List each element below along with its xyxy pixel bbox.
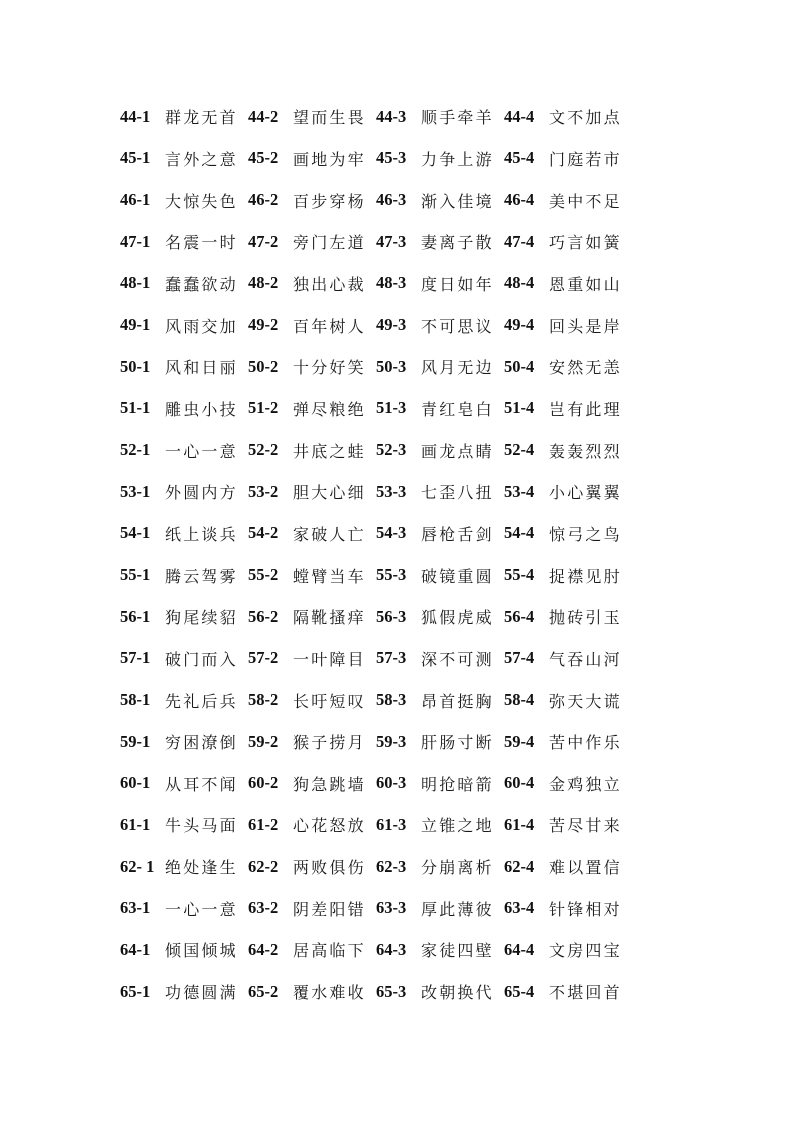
- entry-code: 61-2: [248, 814, 279, 834]
- entry-idiom: 腾云驾雾: [165, 566, 238, 586]
- entry-code: 45-2: [248, 148, 279, 168]
- entry-code: 50-1: [120, 356, 151, 376]
- entry-code: 46-1: [120, 190, 151, 210]
- idiom-entry: [248, 314, 376, 337]
- idiom-row: [120, 554, 640, 596]
- entry-code: 50-4: [504, 356, 535, 376]
- idiom-entry: [376, 689, 504, 712]
- entry-code: 63-2: [248, 898, 279, 918]
- idiom-entry: [248, 980, 376, 1003]
- idiom-entry: [120, 689, 248, 712]
- entry-code: 58-2: [248, 690, 279, 710]
- idiom-entry: [504, 730, 629, 753]
- idiom-entry: [504, 230, 629, 253]
- idiom-entry: [248, 522, 376, 545]
- entry-idiom: 苦中作乐: [549, 733, 622, 753]
- entry-code: 64-2: [248, 939, 279, 959]
- idiom-entry: [248, 355, 376, 378]
- entry-code: 50-3: [376, 356, 407, 376]
- entry-code: 62-2: [248, 856, 279, 876]
- entry-idiom: 针锋相对: [549, 899, 622, 919]
- entry-idiom: 阴差阳错: [293, 899, 366, 919]
- entry-idiom: 回头是岸: [549, 316, 622, 336]
- entry-code: 63-1: [120, 898, 151, 918]
- entry-code: 62-3: [376, 856, 407, 876]
- entry-idiom: 名震一时: [165, 233, 238, 253]
- entry-code: 59-2: [248, 731, 279, 751]
- idiom-entry: [504, 522, 629, 545]
- entry-idiom: 画龙点睛: [421, 441, 494, 461]
- entry-code: 57-1: [120, 648, 151, 668]
- entry-code: 63-4: [504, 898, 535, 918]
- entry-code: 48-2: [248, 273, 279, 293]
- idiom-entry: [504, 813, 629, 836]
- idiom-row: [120, 304, 640, 346]
- idiom-row: [120, 388, 640, 430]
- entry-code: 56-4: [504, 606, 535, 626]
- entry-idiom: 妻离子散: [421, 233, 494, 253]
- idiom-entry: [376, 314, 504, 337]
- entry-code: 55-1: [120, 565, 151, 585]
- idiom-entry: [376, 147, 504, 170]
- entry-idiom: 百年树人: [293, 316, 366, 336]
- entry-idiom: 难以置信: [549, 858, 622, 878]
- entry-idiom: 美中不足: [549, 191, 622, 211]
- idiom-entry: [376, 897, 504, 920]
- entry-code: 49-1: [120, 315, 151, 335]
- entry-idiom: 先礼后兵: [165, 691, 238, 711]
- idiom-row: [120, 887, 640, 929]
- entry-idiom: 猴子捞月: [293, 733, 366, 753]
- entry-code: 47-3: [376, 231, 407, 251]
- entry-idiom: 岂有此理: [549, 399, 622, 419]
- entry-idiom: 画地为牢: [293, 149, 366, 169]
- idiom-entry: [120, 397, 248, 420]
- entry-code: 53-3: [376, 481, 407, 501]
- idiom-entry: [120, 189, 248, 212]
- entry-code: 49-3: [376, 315, 407, 335]
- entry-code: 57-2: [248, 648, 279, 668]
- entry-idiom: 心花怒放: [293, 816, 366, 836]
- idiom-entry: [504, 439, 629, 462]
- idiom-entry: [376, 813, 504, 836]
- entry-idiom: 狐假虎威: [421, 608, 494, 628]
- idiom-entry: [504, 605, 629, 628]
- entry-code: 55-4: [504, 565, 535, 585]
- entry-idiom: 明抢暗箭: [421, 774, 494, 794]
- entry-idiom: 渐入佳境: [421, 191, 494, 211]
- entry-code: 52-1: [120, 440, 151, 460]
- idiom-entry: [504, 772, 629, 795]
- entry-code: 59-3: [376, 731, 407, 751]
- idiom-row: [120, 96, 640, 138]
- entry-idiom: 不堪回首: [549, 983, 622, 1003]
- entry-idiom: 肝肠寸断: [421, 733, 494, 753]
- entry-idiom: 弹尽粮绝: [293, 399, 366, 419]
- entry-idiom: 胆大心细: [293, 483, 366, 503]
- entry-code: 56-1: [120, 606, 151, 626]
- entry-code: 57-4: [504, 648, 535, 668]
- idiom-entry: [248, 272, 376, 295]
- entry-code: 60-2: [248, 773, 279, 793]
- entry-idiom: 巧言如簧: [549, 233, 622, 253]
- entry-idiom: 唇枪舌剑: [421, 524, 494, 544]
- entry-idiom: 长吁短叹: [293, 691, 366, 711]
- entry-code: 45-4: [504, 148, 535, 168]
- idiom-row: [120, 846, 640, 888]
- entry-idiom: 苦尽甘来: [549, 816, 622, 836]
- idiom-entry: [504, 938, 629, 961]
- entry-idiom: 门庭若市: [549, 149, 622, 169]
- entry-idiom: 风月无边: [421, 358, 494, 378]
- idiom-entry: [504, 980, 629, 1003]
- idiom-entry: [504, 189, 629, 212]
- idiom-entry: [248, 689, 376, 712]
- idiom-entry: [376, 647, 504, 670]
- entry-idiom: 厚此薄彼: [421, 899, 494, 919]
- entry-idiom: 文房四宝: [549, 941, 622, 961]
- idiom-entry: [504, 397, 629, 420]
- idiom-entry: [120, 314, 248, 337]
- idiom-row: [120, 221, 640, 263]
- entry-idiom: 恩重如山: [549, 274, 622, 294]
- entry-idiom: 力争上游: [421, 149, 494, 169]
- idiom-entry: [120, 439, 248, 462]
- entry-idiom: 十分好笑: [293, 358, 366, 378]
- entry-idiom: 大惊失色: [165, 191, 238, 211]
- idiom-entry: [248, 564, 376, 587]
- entry-idiom: 穷困潦倒: [165, 733, 238, 753]
- entry-idiom: 狗尾续貂: [165, 608, 238, 628]
- idiom-entry: [504, 897, 629, 920]
- entry-code: 55-2: [248, 565, 279, 585]
- entry-code: 60-3: [376, 773, 407, 793]
- entry-idiom: 惊弓之鸟: [549, 524, 622, 544]
- entry-code: 64-1: [120, 939, 151, 959]
- entry-idiom: 破门而入: [165, 649, 238, 669]
- entry-code: 49-2: [248, 315, 279, 335]
- idiom-entry: [504, 355, 629, 378]
- entry-code: 46-3: [376, 190, 407, 210]
- entry-idiom: 顺手牵羊: [421, 108, 494, 128]
- entry-code: 54-1: [120, 523, 151, 543]
- idiom-row: [120, 679, 640, 721]
- entry-code: 45-1: [120, 148, 151, 168]
- entry-code: 53-4: [504, 481, 535, 501]
- idiom-entry: [504, 564, 629, 587]
- entry-idiom: 一心一意: [165, 441, 238, 461]
- entry-code: 45-3: [376, 148, 407, 168]
- entry-idiom: 改朝换代: [421, 983, 494, 1003]
- idiom-entry: [248, 230, 376, 253]
- entry-code: 52-4: [504, 440, 535, 460]
- idiom-row: [120, 804, 640, 846]
- idiom-entry: [248, 480, 376, 503]
- entry-code: 51-4: [504, 398, 535, 418]
- entry-code: 49-4: [504, 315, 535, 335]
- entry-code: 65-3: [376, 981, 407, 1001]
- entry-idiom: 外圆内方: [165, 483, 238, 503]
- idiom-entry: [248, 397, 376, 420]
- idiom-row: [120, 138, 640, 180]
- entry-code: 53-1: [120, 481, 151, 501]
- entry-code: 52-2: [248, 440, 279, 460]
- entry-idiom: 群龙无首: [165, 108, 238, 128]
- entry-idiom: 分崩离析: [421, 858, 494, 878]
- entry-code: 58-1: [120, 690, 151, 710]
- idiom-entry: [376, 189, 504, 212]
- idiom-entry: [248, 730, 376, 753]
- idiom-entry: [120, 564, 248, 587]
- entry-idiom: 抛砖引玉: [549, 608, 622, 628]
- entry-idiom: 独出心裁: [293, 274, 366, 294]
- entry-idiom: 从耳不闻: [165, 774, 238, 794]
- entry-idiom: 气吞山河: [549, 649, 622, 669]
- entry-code: 60-1: [120, 773, 151, 793]
- entry-code: 47-1: [120, 231, 151, 251]
- entry-code: 65-2: [248, 981, 279, 1001]
- entry-code: 47-2: [248, 231, 279, 251]
- entry-idiom: 牛头马面: [165, 816, 238, 836]
- entry-idiom: 两败俱伤: [293, 858, 366, 878]
- idiom-list: [120, 96, 640, 1012]
- idiom-entry: [248, 105, 376, 128]
- idiom-row: [120, 971, 640, 1013]
- idiom-entry: [504, 647, 629, 670]
- idiom-row: [120, 638, 640, 680]
- idiom-entry: [504, 147, 629, 170]
- idiom-entry: [120, 730, 248, 753]
- entry-idiom: 居高临下: [293, 941, 366, 961]
- entry-idiom: 不可思议: [421, 316, 494, 336]
- entry-idiom: 一心一意: [165, 899, 238, 919]
- entry-idiom: 文不加点: [549, 108, 622, 128]
- idiom-row: [120, 763, 640, 805]
- entry-idiom: 井底之蛙: [293, 441, 366, 461]
- entry-code: 56-2: [248, 606, 279, 626]
- entry-code: 51-2: [248, 398, 279, 418]
- entry-code: 55-3: [376, 565, 407, 585]
- entry-code: 51-3: [376, 398, 407, 418]
- entry-code: 60-4: [504, 773, 535, 793]
- entry-idiom: 弥天大谎: [549, 691, 622, 711]
- idiom-entry: [120, 105, 248, 128]
- entry-idiom: 捉襟见肘: [549, 566, 622, 586]
- entry-idiom: 言外之意: [165, 149, 238, 169]
- entry-code: 62-4: [504, 856, 535, 876]
- idiom-entry: [120, 522, 248, 545]
- idiom-row: [120, 471, 640, 513]
- entry-code: 44-2: [248, 106, 279, 126]
- idiom-entry: [504, 480, 629, 503]
- entry-idiom: 立锥之地: [421, 816, 494, 836]
- idiom-entry: [248, 813, 376, 836]
- entry-idiom: 七歪八扭: [421, 483, 494, 503]
- entry-code: 47-4: [504, 231, 535, 251]
- entry-code: 59-4: [504, 731, 535, 751]
- idiom-entry: [120, 230, 248, 253]
- entry-code: 65-4: [504, 981, 535, 1001]
- idiom-entry: [376, 564, 504, 587]
- entry-idiom: 安然无恙: [549, 358, 622, 378]
- idiom-row: [120, 179, 640, 221]
- idiom-row: [120, 513, 640, 555]
- entry-idiom: 蠢蠢欲动: [165, 274, 238, 294]
- entry-idiom: 隔靴搔痒: [293, 608, 366, 628]
- idiom-entry: [376, 105, 504, 128]
- entry-idiom: 度日如年: [421, 274, 494, 294]
- idiom-entry: [504, 855, 629, 878]
- idiom-entry: [120, 355, 248, 378]
- entry-idiom: 风雨交加: [165, 316, 238, 336]
- idiom-entry: [248, 938, 376, 961]
- entry-idiom: 狗急跳墙: [293, 774, 366, 794]
- entry-code: 64-3: [376, 939, 407, 959]
- idiom-row: [120, 263, 640, 305]
- idiom-entry: [248, 647, 376, 670]
- idiom-entry: [376, 605, 504, 628]
- idiom-row: [120, 721, 640, 763]
- idiom-entry: [376, 355, 504, 378]
- idiom-entry: [376, 772, 504, 795]
- idiom-entry: [504, 105, 629, 128]
- entry-idiom: 覆水难收: [293, 983, 366, 1003]
- entry-idiom: 旁门左道: [293, 233, 366, 253]
- idiom-entry: [120, 272, 248, 295]
- entry-idiom: 纸上谈兵: [165, 524, 238, 544]
- entry-code: 48-4: [504, 273, 535, 293]
- entry-code: 48-1: [120, 273, 151, 293]
- entry-code: 56-3: [376, 606, 407, 626]
- entry-code: 54-3: [376, 523, 407, 543]
- entry-idiom: 青红皂白: [421, 399, 494, 419]
- entry-code: 54-4: [504, 523, 535, 543]
- idiom-row: [120, 429, 640, 471]
- entry-idiom: 小心翼翼: [549, 483, 622, 503]
- idiom-entry: [248, 772, 376, 795]
- idiom-entry: [248, 147, 376, 170]
- idiom-entry: [504, 272, 629, 295]
- entry-code: 57-3: [376, 648, 407, 668]
- entry-idiom: 家徒四壁: [421, 941, 494, 961]
- idiom-entry: [376, 980, 504, 1003]
- idiom-entry: [120, 480, 248, 503]
- entry-code: 63-3: [376, 898, 407, 918]
- entry-code: 58-4: [504, 690, 535, 710]
- idiom-row: [120, 929, 640, 971]
- idiom-entry: [120, 897, 248, 920]
- entry-code: 64-4: [504, 939, 535, 959]
- idiom-entry: [120, 647, 248, 670]
- idiom-row: [120, 596, 640, 638]
- entry-idiom: 风和日丽: [165, 358, 238, 378]
- entry-code: 44-4: [504, 106, 535, 126]
- entry-code: 65-1: [120, 981, 151, 1001]
- entry-code: 44-1: [120, 106, 151, 126]
- entry-idiom: 昂首挺胸: [421, 691, 494, 711]
- idiom-entry: [248, 439, 376, 462]
- idiom-row: [120, 346, 640, 388]
- idiom-entry: [120, 147, 248, 170]
- entry-code: 52-3: [376, 440, 407, 460]
- entry-idiom: 百步穿杨: [293, 191, 366, 211]
- idiom-entry: [376, 938, 504, 961]
- entry-code: 48-3: [376, 273, 407, 293]
- idiom-entry: [120, 813, 248, 836]
- entry-code: 53-2: [248, 481, 279, 501]
- idiom-entry: [376, 522, 504, 545]
- entry-idiom: 雕虫小技: [165, 399, 238, 419]
- idiom-entry: [504, 314, 629, 337]
- entry-code: 61-4: [504, 814, 535, 834]
- idiom-entry: [376, 480, 504, 503]
- entry-idiom: 功德圆满: [165, 983, 238, 1003]
- entry-idiom: 螳臂当车: [293, 566, 366, 586]
- entry-code: 50-2: [248, 356, 279, 376]
- entry-idiom: 轰轰烈烈: [549, 441, 622, 461]
- idiom-entry: [376, 730, 504, 753]
- idiom-entry: [504, 689, 629, 712]
- idiom-entry: [248, 897, 376, 920]
- idiom-entry: [248, 855, 376, 878]
- idiom-entry: [120, 605, 248, 628]
- entry-idiom: 一叶障目: [293, 649, 366, 669]
- entry-idiom: 破镜重圆: [421, 566, 494, 586]
- idiom-entry: [120, 855, 248, 878]
- entry-code: 44-3: [376, 106, 407, 126]
- entry-code: 54-2: [248, 523, 279, 543]
- idiom-entry: [248, 189, 376, 212]
- idiom-entry: [120, 772, 248, 795]
- entry-idiom: 望而生畏: [293, 108, 366, 128]
- idiom-entry: [376, 272, 504, 295]
- entry-code: 51-1: [120, 398, 151, 418]
- entry-code: 62- 1: [120, 856, 155, 876]
- idiom-entry: [376, 230, 504, 253]
- entry-code: 46-2: [248, 190, 279, 210]
- entry-code: 61-1: [120, 814, 151, 834]
- entry-code: 61-3: [376, 814, 407, 834]
- idiom-entry: [120, 938, 248, 961]
- entry-idiom: 金鸡独立: [549, 774, 622, 794]
- idiom-entry: [120, 980, 248, 1003]
- entry-code: 58-3: [376, 690, 407, 710]
- idiom-entry: [248, 605, 376, 628]
- idiom-entry: [376, 397, 504, 420]
- entry-code: 46-4: [504, 190, 535, 210]
- entry-code: 59-1: [120, 731, 151, 751]
- idiom-entry: [376, 855, 504, 878]
- entry-idiom: 倾国倾城: [165, 941, 238, 961]
- entry-idiom: 家破人亡: [293, 524, 366, 544]
- idiom-entry: [376, 439, 504, 462]
- entry-idiom: 绝处逢生: [165, 858, 238, 878]
- entry-idiom: 深不可测: [421, 649, 494, 669]
